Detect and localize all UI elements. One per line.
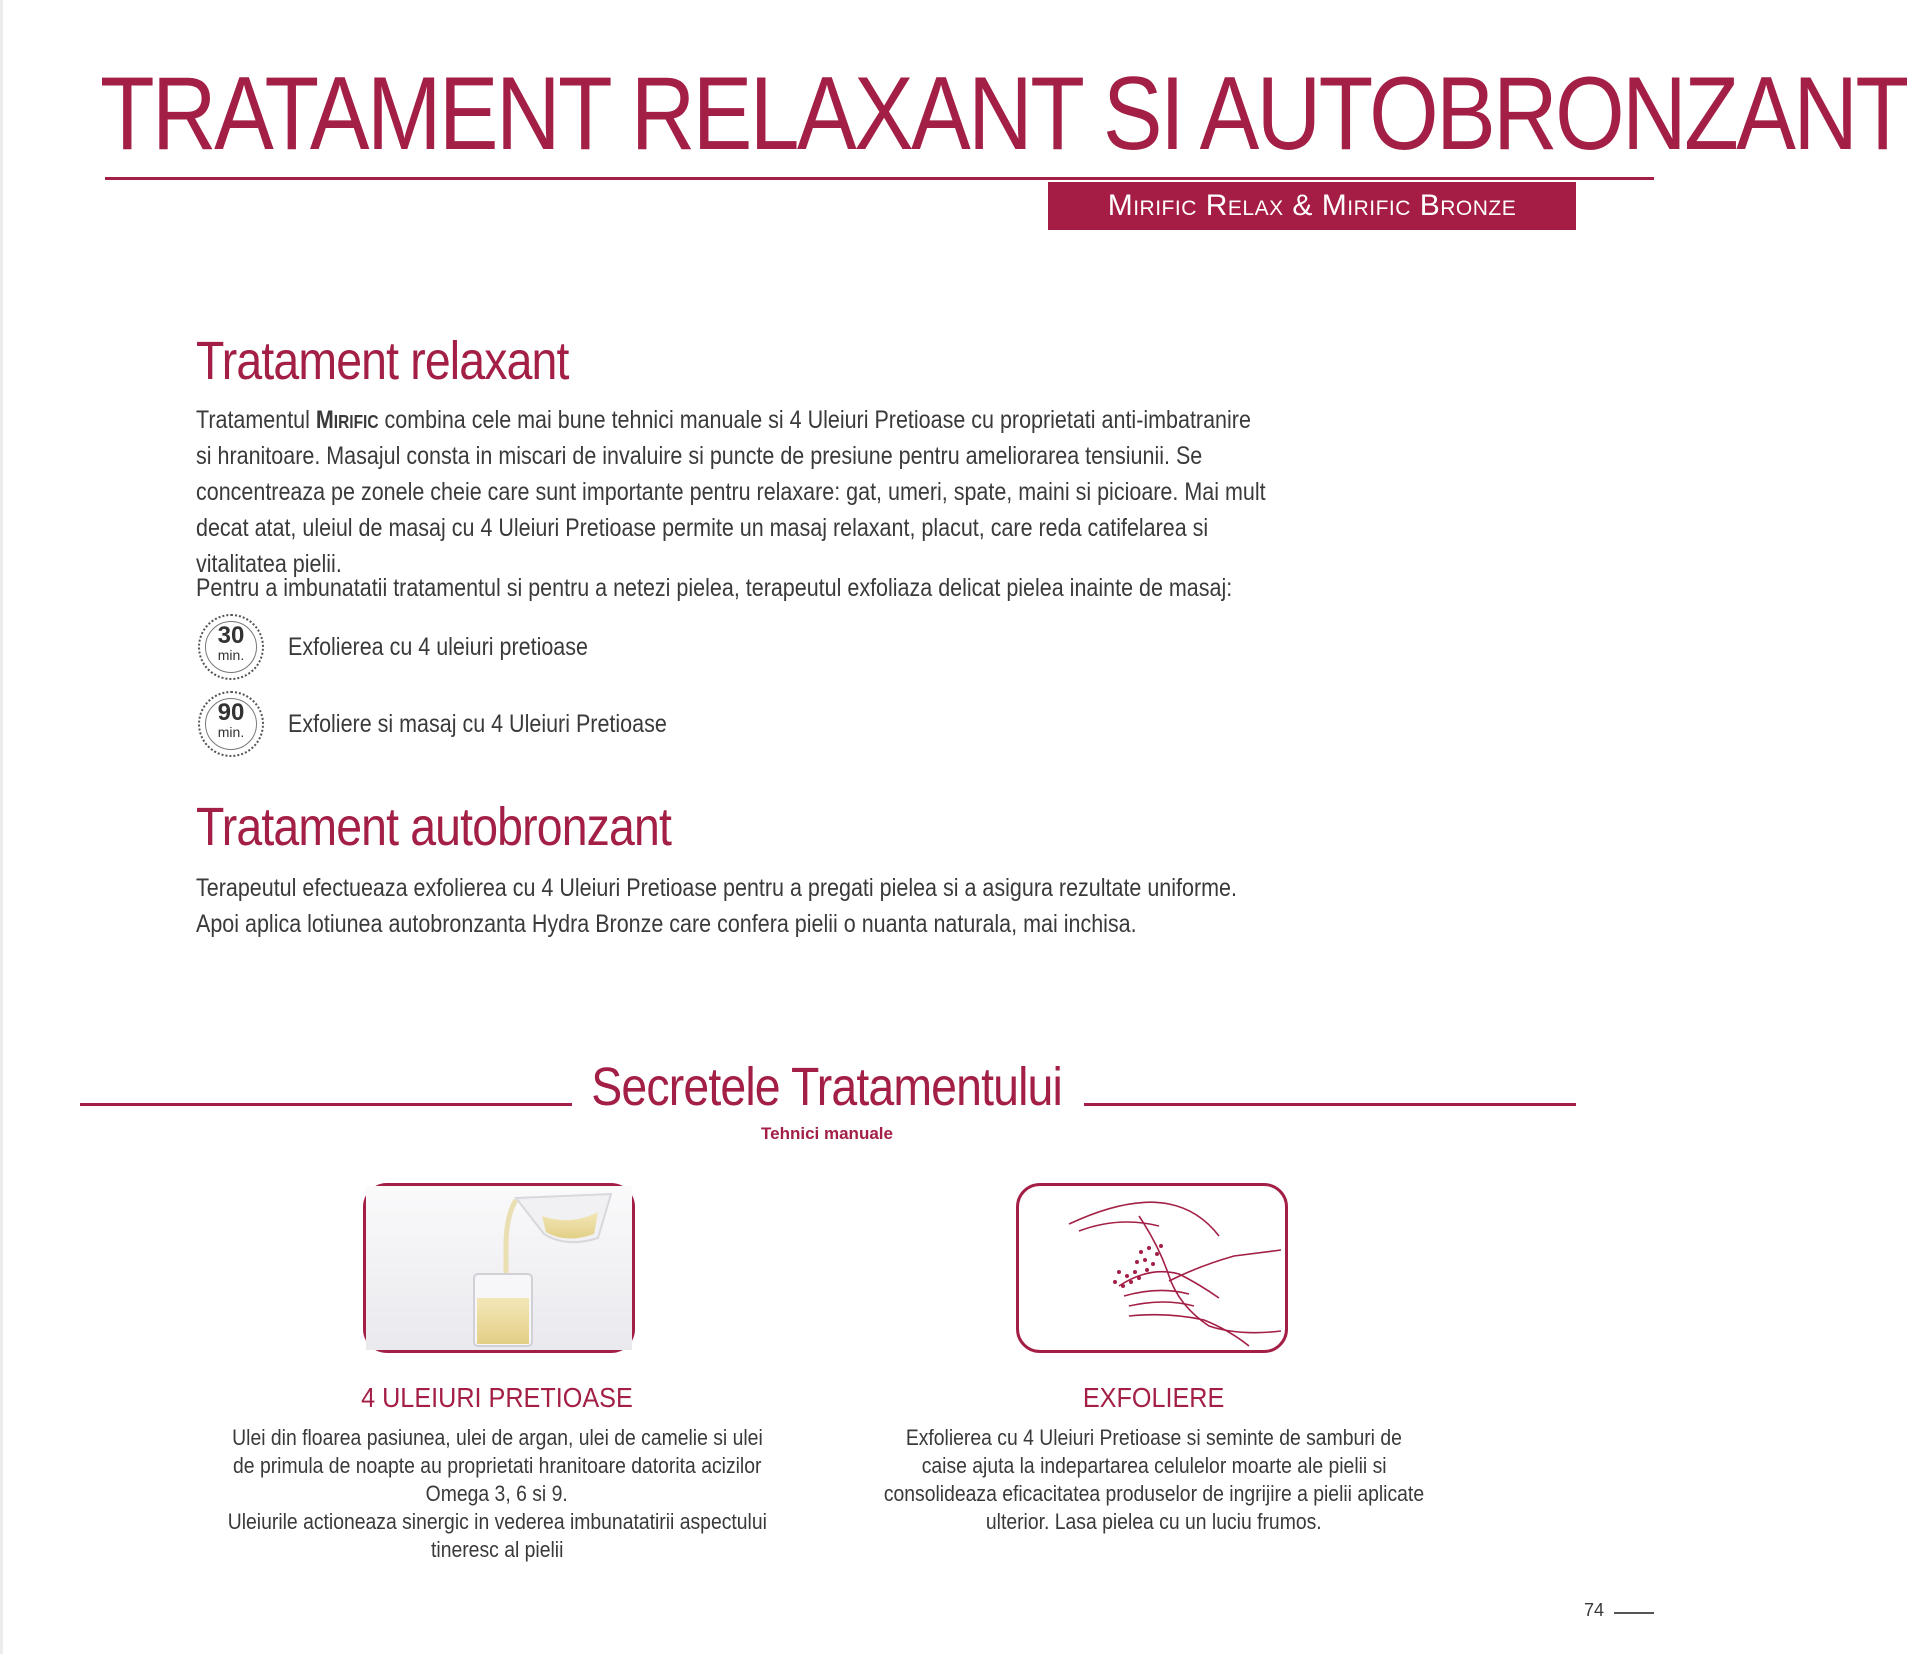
secrets-subtitle: Tehnici manuale <box>761 1124 893 1143</box>
feature-line: Uleiurile actioneaza sinergic in vederea imbunatatirii aspectului <box>227 1509 767 1534</box>
page-number-rule <box>1614 1612 1654 1614</box>
feature-text-exfoliation <box>844 1424 1464 1536</box>
feature-line: caise ajuta la indepartarea celulelor moarte ale pielii si <box>921 1453 1387 1478</box>
feature-line: ulterior. Lasa pielea cu un luciu frumos. <box>986 1509 1322 1534</box>
page-title: TRATAMENT RELAXANT SI AUTOBRONZANT <box>100 56 1907 172</box>
secrets-title-text: Secretele Tratamentului <box>591 1057 1063 1117</box>
title-divider <box>105 177 1654 180</box>
secrets-title <box>0 1057 1654 1117</box>
clock-unit: min. <box>217 647 245 663</box>
bronze-heading: Tratament autobronzant <box>196 797 672 857</box>
duration-option-90 <box>198 691 728 757</box>
clock-minutes: 30 <box>217 622 245 649</box>
brand-word: Mirific <box>315 406 379 434</box>
relax-paragraph <box>196 402 1271 582</box>
bronze-paragraph: Terapeutul efectueaza exfolierea cu 4 Uleiuri Pretioase pentru a pregati pielea si a asigura rezultate uniforme. Apoi aplica lotiunea autobronzanta Hydra Bronze care confera pielii o nuanta naturala, mai inchisa. <box>196 874 1237 938</box>
duration-option-30 <box>198 614 637 680</box>
relax-paragraph-prefix: Tratamentul <box>196 406 316 434</box>
feature-line: consolideaza eficacitatea produselor de ingrijire a pielii aplicate <box>883 1481 1425 1506</box>
feature-title-oils-text: 4 ULEIURI PRETIOASE <box>361 1382 633 1413</box>
relax-intro: Pentru a imbunatatii tratamentul si pentru a netezi pielea, terapeutul exfoliaza delicat pielea inainte de masaj: <box>196 574 1233 602</box>
page-number: 74 <box>1584 1600 1605 1620</box>
oil-image-frame <box>363 1183 635 1353</box>
feature-title-exfoliation-text: EXFOLIERE <box>1083 1382 1225 1413</box>
clock-unit: min. <box>217 724 245 740</box>
feature-line: de primula de noapte au proprietati hranitoare datorita acizilor <box>232 1453 762 1478</box>
feature-title-exfoliation <box>844 1382 1464 1414</box>
feature-line: tineresc al pielii <box>430 1537 564 1562</box>
feature-line: Omega 3, 6 si 9. <box>425 1481 569 1506</box>
feature-line: Ulei din floarea pasiunea, ulei de argan, ulei de camelie si ulei <box>231 1425 763 1450</box>
feature-line: Exfolierea cu 4 Uleiuri Pretioase si seminte de samburi de <box>905 1425 1403 1450</box>
relax-paragraph-rest: combina cele mai bune tehnici manuale si 4 Uleiuri Pretioase cu proprietati anti-imbatranire si hranitoare. Masajul consta in miscari de invaluire si puncte de presiune pentru ameliorarea tensiunii. Se concentreaza pe zonele cheie care sunt importante pentru relaxare: gat, umeri, spate, maini si picioare. Mai mult decat atat, uleiul de masaj cu 4 Uleiuri Pretioase permite un masaj relaxant, placut, care reda catifelarea si vitalitatea pielii. <box>196 406 1266 578</box>
stopwatch-icon <box>198 614 264 680</box>
feature-text-oils <box>187 1424 807 1564</box>
page-edge <box>0 0 3 1654</box>
brand-banner: Mirific Relax & Mirific Bronze <box>1048 182 1576 230</box>
feature-title-oils <box>187 1382 807 1414</box>
clock-minutes: 90 <box>217 699 245 726</box>
stopwatch-icon <box>198 691 264 757</box>
duration-label: Exfoliere si masaj cu 4 Uleiuri Pretioase <box>288 709 667 738</box>
exfoliation-illustration <box>1019 1186 1285 1350</box>
oil-pouring-image <box>366 1186 632 1350</box>
duration-label: Exfolierea cu 4 uleiuri pretioase <box>288 632 588 661</box>
exfoliation-image-frame <box>1016 1183 1288 1353</box>
relax-heading: Tratament relaxant <box>196 331 569 391</box>
